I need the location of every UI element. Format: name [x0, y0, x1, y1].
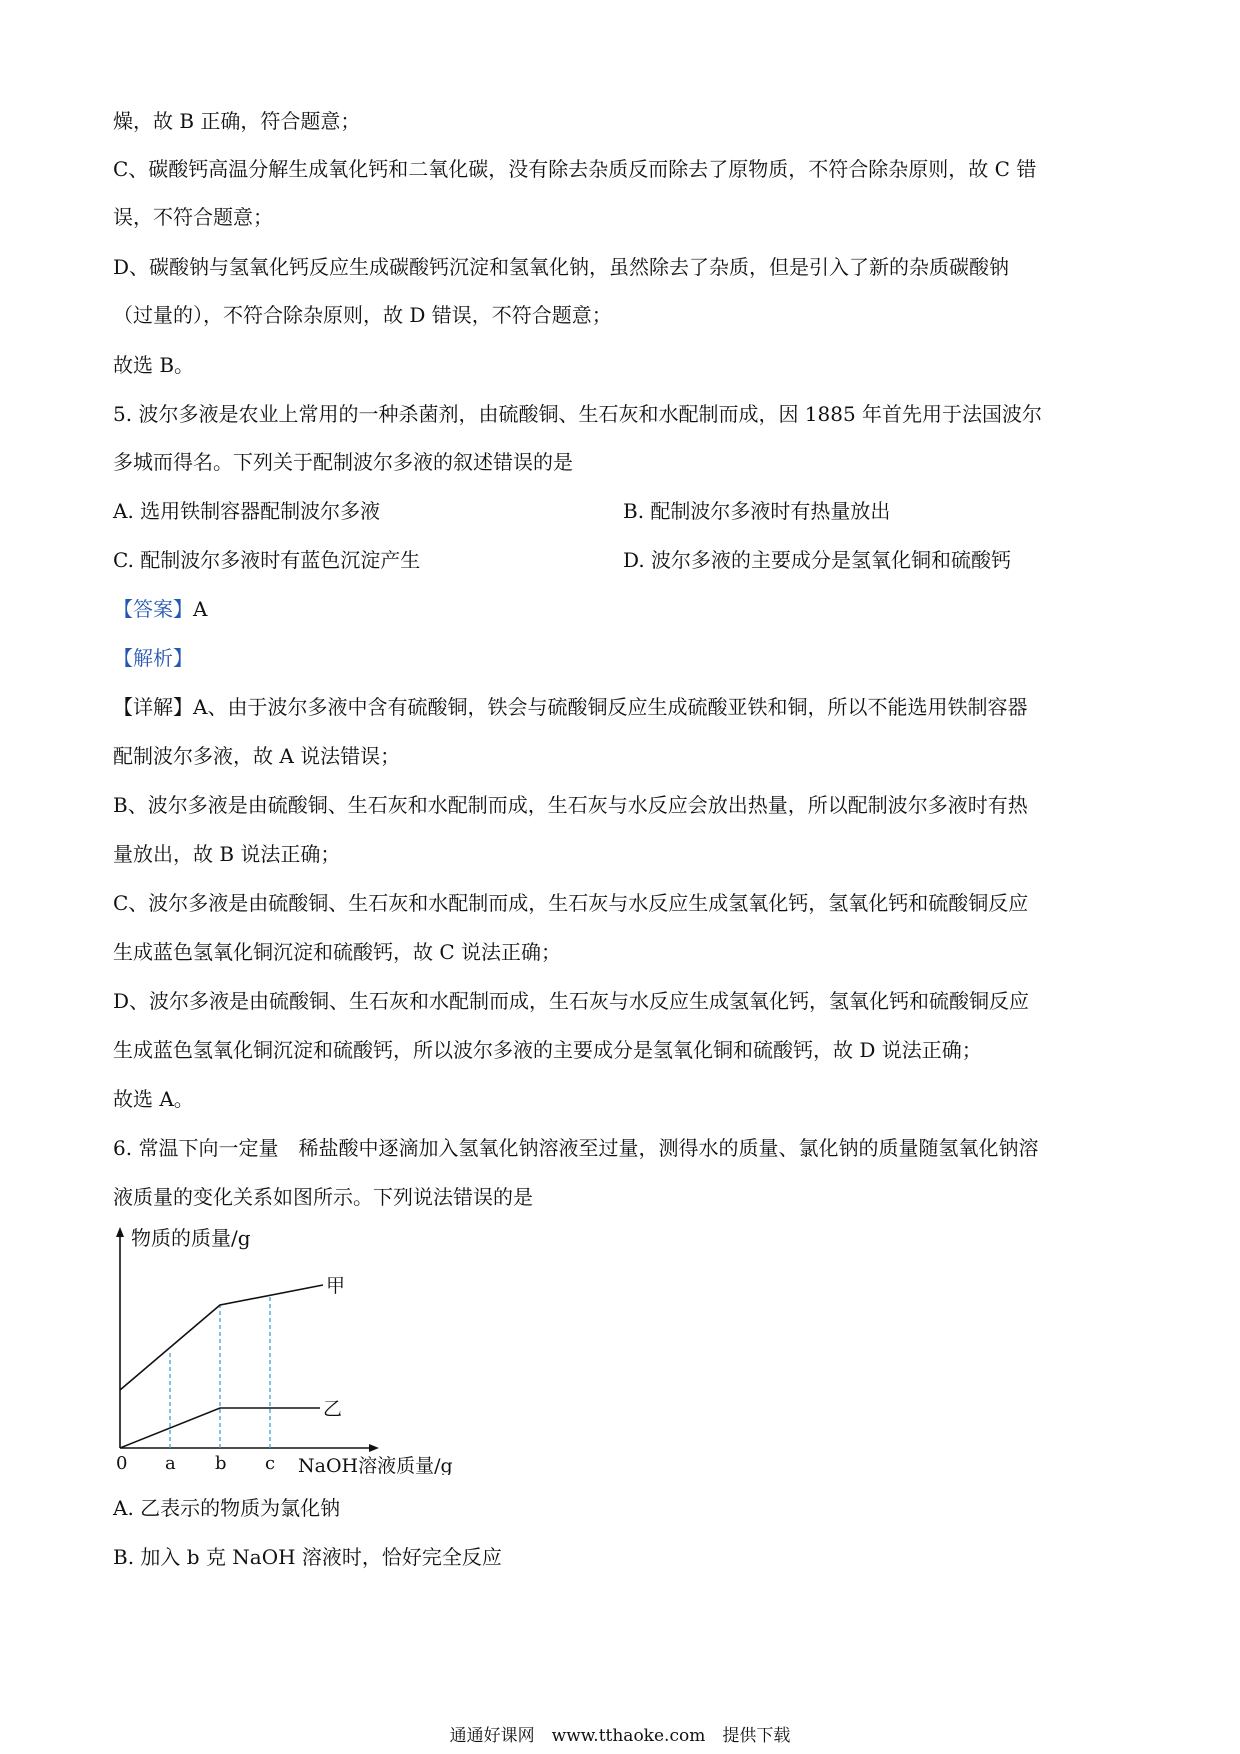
detail-line: 配制波尔多液，故 A 说法错误； — [113, 744, 401, 768]
x-axis-arrow — [369, 1444, 379, 1452]
question-5-stem: 5. 波尔多液是农业上常用的一种杀菌剂，由硫酸铜、生石灰和水配制而成，因 1885 年首先用于法国波尔 — [113, 402, 1043, 426]
tick-label-b: b — [215, 1453, 227, 1474]
q5-option-c: C. 配制波尔多液时有蓝色沉淀产生 — [113, 548, 421, 572]
question-6-stem: 6. 常温下向一定量 稀盐酸中逐滴加入氢氧化钠溶液至过量，测得水的质量、氯化钠的质量随氢氧化钠溶 — [113, 1136, 1039, 1160]
q5-option-a: A. 选用铁制容器配制波尔多液 — [113, 499, 381, 523]
detail-line: 生成蓝色氢氧化铜沉淀和硫酸钙，故 C 说法正确； — [113, 940, 562, 964]
analysis-line — [113, 643, 1133, 673]
analysis-tag: 【解析】 — [113, 646, 193, 670]
curve-yi — [120, 1408, 320, 1448]
x-axis-label: NaOH溶液质量/g — [298, 1455, 453, 1475]
text-line: 误，不符合题意； — [113, 205, 273, 229]
origin-label: 0 — [116, 1453, 128, 1474]
q5-option-d: D. 波尔多液的主要成分是氢氧化铜和硫酸钙 — [623, 548, 1012, 572]
curve-jia-label: 甲 — [326, 1275, 346, 1297]
text-line: 故选 B。 — [113, 353, 195, 377]
mass-graph — [105, 1225, 485, 1475]
q6-option-a: A. 乙表示的物质为氯化钠 — [113, 1496, 341, 1520]
text-line: （过量的），不符合除杂原则，故 D 错误，不符合题意； — [113, 303, 612, 327]
y-axis-arrow — [116, 1227, 124, 1237]
detail-line: 【详解】A、由于波尔多液中含有硫酸铜，铁会与硫酸铜反应生成硫酸亚铁和铜，所以不能选用铁制容器 — [113, 695, 1028, 719]
detail-line: 生成蓝色氢氧化铜沉淀和硫酸钙，所以波尔多液的主要成分是氢氧化铜和硫酸钙，故 D 说法正确； — [113, 1038, 982, 1062]
text-line: 燥，故 B 正确，符合题意； — [113, 109, 361, 133]
detail-line: B、波尔多液是由硫酸铜、生石灰和水配制而成，生石灰与水反应会放出热量，所以配制波尔多液时有热 — [113, 793, 1028, 817]
text-line: C、碳酸钙高温分解生成氧化钙和二氧化碳，没有除去杂质反而除去了原物质，不符合除杂原则，故 C 错 — [113, 157, 1037, 181]
question-5-stem: 多城而得名。下列关于配制波尔多液的叙述错误的是 — [113, 450, 573, 474]
answer-line — [113, 594, 1133, 624]
curve-yi-label: 乙 — [323, 1398, 343, 1420]
y-axis-label: 物质的质量/g — [131, 1226, 251, 1250]
detail-line: D、波尔多液是由硫酸铜、生石灰和水配制而成，生石灰与水反应生成氢氧化钙，氢氧化钙和硫酸铜反应 — [113, 989, 1030, 1013]
q5-option-b: B. 配制波尔多液时有热量放出 — [623, 499, 891, 523]
curve-jia — [120, 1285, 323, 1390]
tick-label-c: c — [265, 1453, 276, 1474]
footer-watermark: 通通好课网 www.tthaoke.com 提供下载 — [449, 1726, 791, 1746]
detail-line: 故选 A。 — [113, 1087, 194, 1111]
question-6-stem: 液质量的变化关系如图所示。下列说法错误的是 — [113, 1185, 533, 1209]
text-line: D、碳酸钠与氢氧化钙反应生成碳酸钙沉淀和氢氧化钠，虽然除去了杂质，但是引入了新的杂质碳酸钠 — [113, 255, 1010, 279]
answer-tag: 【答案】 — [113, 597, 193, 621]
q6-option-b: B. 加入 b 克 NaOH 溶液时，恰好完全反应 — [113, 1545, 502, 1569]
tick-label-a: a — [165, 1453, 176, 1474]
detail-line: C、波尔多液是由硫酸铜、生石灰和水配制而成，生石灰与水反应生成氢氧化钙，氢氧化钙和硫酸铜反应 — [113, 891, 1029, 915]
detail-line: 量放出，故 B 说法正确； — [113, 842, 341, 866]
answer-value: A — [193, 597, 208, 621]
